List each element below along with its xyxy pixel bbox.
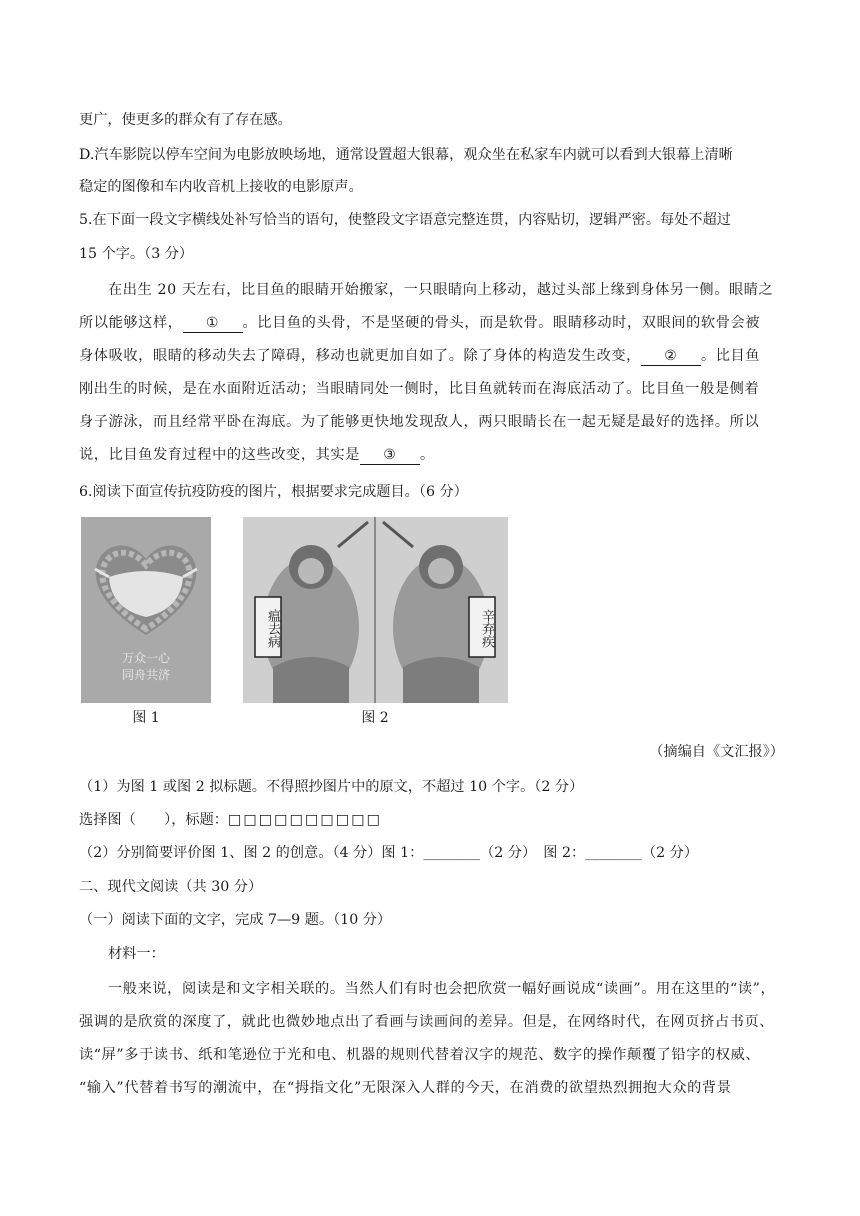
q5-prompt-line1: 5.在下面一段文字横线处补写恰当的语句，使整段文字语意完整连贯，内容贴切，逻辑严密。每处不超过 bbox=[79, 212, 731, 228]
passage-line2 bbox=[79, 313, 784, 333]
material1-label: 材料一： bbox=[108, 946, 165, 962]
q4-tail: 更广，使更多的群众有了存在感。 bbox=[79, 112, 292, 128]
subsection-1-heading: （一）阅读下面的文字，完成 7—9 题。（10 分） bbox=[79, 912, 392, 928]
material1-line1: 一般来说，阅读是和文字相关联的。当然人们有时也会把欣赏一幅好画说成“读画”。用在这里的“读”， bbox=[108, 981, 776, 997]
q4-option-d-line1: D.汽车影院以停车空间为电影放映场地，通常设置超大银幕，观众坐在私家车内就可以看到大银幕上清晰 bbox=[79, 147, 733, 163]
figure-1 bbox=[81, 517, 211, 703]
section-2-heading: 二、现代文阅读（共 30 分） bbox=[79, 879, 263, 895]
title-answer-boxes[interactable]: □□□□□□□□□□ bbox=[227, 812, 383, 828]
answer-prefix: 选择图（ ），标题： bbox=[79, 812, 228, 828]
q5-prompt-line2: 15 个字。（3 分） bbox=[79, 246, 194, 262]
q4-option-d-line2: 稳定的图像和车内收音机上接收的电影原声。 bbox=[79, 179, 363, 195]
material1-line2: 强调的是欣赏的深度了，就此也微妙地点出了看画与读画间的差异。但是，在网络时代，在网页挤占书页、 bbox=[79, 1014, 775, 1030]
passage-line1: 在出生 20 天左右，比目鱼的眼睛开始搬家，一只眼睛向上移动，越过头部上缘到身体另一侧。眼睛之 bbox=[108, 282, 774, 298]
passage-line3 bbox=[79, 346, 784, 366]
figure-2 bbox=[243, 517, 508, 703]
material1-line4: “输入”代替着书写的潮流中，在“拇指文化”无限深入人群的今天，在消费的欲望热烈拥抱大众的背景 bbox=[79, 1080, 732, 1096]
passage-line5: 身子游泳，而且经常平卧在海底。为了能够更快地发现敌人，两只眼睛长在一起无疑是最好的选择。所以 bbox=[79, 414, 760, 430]
material1-line3: 读“屏”多于读书、纸和笔逊位于光和电、机器的规则代替着汉字的规范、数字的操作颠覆了铅字的权威、 bbox=[79, 1047, 761, 1063]
blank-3: ③ bbox=[360, 446, 420, 465]
passage-line6-start: 说，比目鱼发育过程中的这些改变，其实是 bbox=[79, 447, 360, 463]
source-note: （摘编自《文汇报》） bbox=[649, 744, 784, 760]
figure1-caption: 图 1 bbox=[132, 710, 160, 726]
q6-part1: （1）为图 1 或图 2 拟标题。不得照抄图片中的原文，不超过 10 个字。（2 分） bbox=[79, 779, 584, 795]
blank-1: ① bbox=[183, 314, 243, 333]
q6-part1-answer bbox=[79, 810, 784, 830]
passage-line6-end: 。 bbox=[419, 447, 435, 463]
figure1-text1: 万众一心 bbox=[121, 651, 170, 665]
passage-line3-end: 。比目鱼 bbox=[700, 348, 761, 364]
passage-line2-start: 所以能够这样， bbox=[79, 315, 183, 331]
blank-2: ② bbox=[641, 347, 701, 366]
passage-line6 bbox=[79, 445, 784, 465]
passage-line3-start: 身体吸收，眼睛的移动失去了障碍，移动也就更加自如了。除了身体的构造发生改变， bbox=[79, 348, 641, 364]
q6-part2: （2）分别简要评价图 1、图 2 的创意。（4 分）图 1：________（2 分） 图 2：________（2 分） bbox=[79, 845, 699, 861]
right-plaque: 辛弃疾 bbox=[479, 608, 494, 648]
passage-line4: 刚出生的时候，是在水面附近活动；当眼睛同处一侧时，比目鱼就转而在海底活动了。比目鱼一般是侧着 bbox=[79, 381, 760, 397]
passage-line2-end: 。比目鱼的头骨，不是坚硬的骨头，而是软骨。眼睛移动时，双眼间的软骨会被 bbox=[242, 315, 761, 331]
left-plaque: 瘟去病 bbox=[265, 608, 280, 648]
figure2-caption: 图 2 bbox=[361, 710, 389, 726]
q6-prompt: 6.阅读下面宣传抗疫防疫的图片，根据要求完成题目。（6 分） bbox=[79, 484, 468, 500]
figure1-text2: 同舟共济 bbox=[121, 668, 170, 682]
